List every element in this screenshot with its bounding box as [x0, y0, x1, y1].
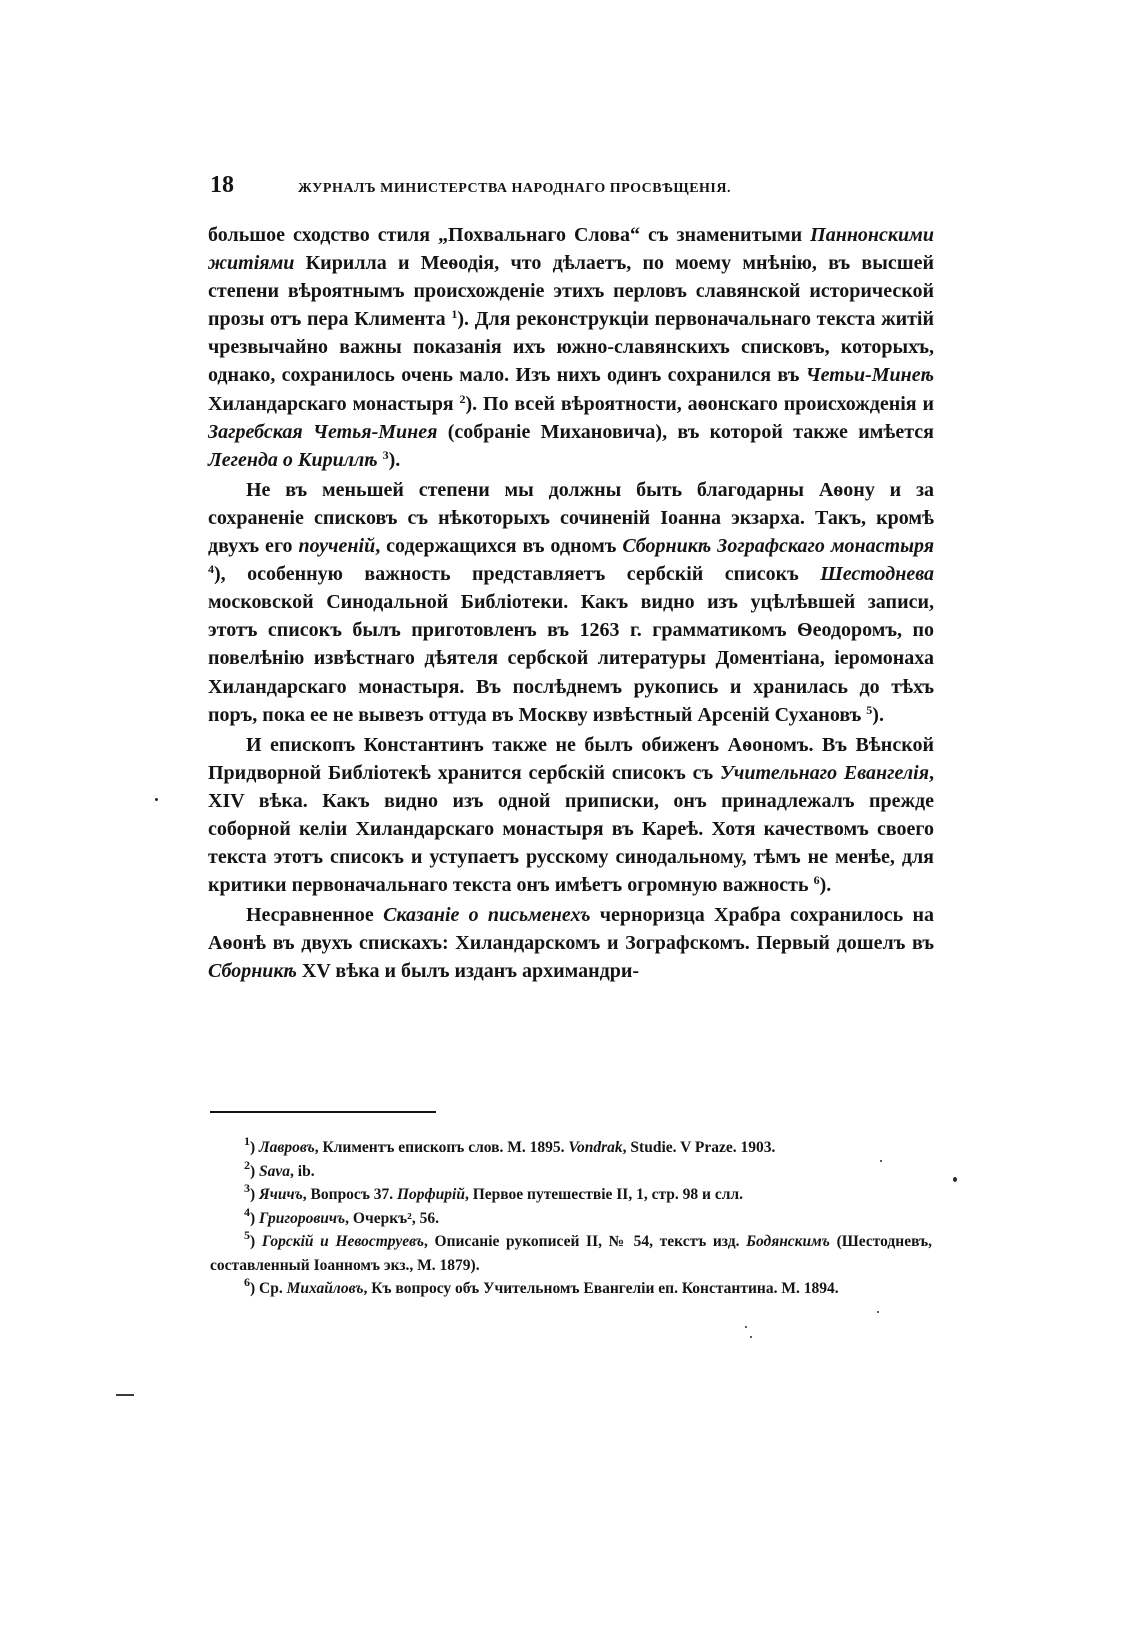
scan-speck [155, 798, 158, 801]
text-run: , Климентъ епископъ слов. М. 1895. [314, 1139, 569, 1156]
footnote-ref: 5 [244, 1228, 250, 1242]
paragraph [208, 731, 934, 900]
text-run: большое сходство стиля „Похвальнаго Слова“ съ знаменитыми [208, 224, 811, 246]
text-run: XV вѣка и былъ изданъ архимандри- [296, 960, 640, 983]
footnote [210, 1204, 932, 1231]
scan-speck [877, 1311, 879, 1313]
footnote-ref: 2 [459, 391, 466, 406]
footnote [210, 1230, 932, 1277]
text-run: , Описаніе рукописей II, № 54, текстъ изд. [424, 1233, 747, 1250]
footnote-ref: 4 [244, 1204, 250, 1219]
footnote-rule [210, 1111, 436, 1113]
scan-mark [116, 1394, 134, 1396]
text-run: Не въ меньшей степени мы должны быть благодарны Аѳону и за сохраненіе списковъ съ нѣкоторыхъ сочиненій Іоанна экзарха. Такъ, кромѣ двухъ его [208, 478, 934, 558]
footnote [210, 1277, 932, 1301]
text-run: ). Для реконструкціи первоначальнаго текста житій чрезвычайно важны показанія ихъ южно-славянскихъ списковъ, которыхъ, однако, сохранилось очень мало. Изъ нихъ одинъ сохранился въ [208, 308, 935, 387]
italic-text: Vondrak [568, 1139, 623, 1156]
italic-text: Паннонскими житіями [208, 224, 934, 275]
text-run: (собраніе Михановича), въ которой также имѣется [437, 420, 934, 443]
scan-speck [953, 1177, 957, 1182]
text-run: ) [250, 1233, 262, 1250]
text-run: , XIV вѣка. Какъ видно изъ одной приписки, онъ принадлежалъ прежде соборной келіи Хиландарскаго монастыря въ Кареѣ. Хотя качествомъ своего текста этотъ списокъ и уступаетъ русскому синодальному, тѣмъ не менѣе, для критики первоначальнаго текста онъ имѣетъ огромную важность [208, 761, 935, 897]
italic-text: Григоровичъ [259, 1209, 346, 1227]
italic-text: Сборникѣ [208, 960, 297, 983]
scan-speck [745, 1326, 747, 1328]
text-run: , содержащихся въ одномъ [375, 535, 623, 558]
text-run: ). [819, 874, 832, 897]
text-run: ) Ср. [250, 1280, 287, 1297]
text-run: ) [250, 1186, 260, 1203]
running-head: ЖУРНАЛЪ МИНИСТЕРСТВА НАРОДНАГО ПРОСВѢЩЕНІЯ. [298, 181, 731, 196]
text-run: Несравненное [246, 904, 384, 927]
text-run: , ib. [290, 1162, 315, 1180]
scan-speck [750, 1336, 752, 1338]
text-run: , Очеркъ², 56. [345, 1209, 439, 1227]
footnote-ref: 3 [244, 1181, 250, 1195]
italic-text: Sava [259, 1162, 291, 1180]
text-run: , Studie. V Praze. 1903. [622, 1139, 776, 1156]
scan-speck [880, 1160, 882, 1162]
italic-text: Шестоднева [820, 563, 934, 586]
footnotes [210, 1136, 932, 1301]
footnote-ref: 6 [813, 873, 820, 888]
text-run: ) [250, 1209, 260, 1227]
italic-text: Ячичъ [259, 1186, 303, 1203]
text-run: московской Синодальной Библіотеки. Какъ видно изъ уцѣлѣвшей записи, этотъ списокъ былъ приготовленъ въ 1263 г. грамматикомъ Ѳеодоромъ, по повелѣнію извѣстнаго дѣятеля сербской литературы Доментіана, іеромонаха Хиландарскаго монастыря. Въ послѣднемъ рукопись и хранилась до тѣхъ поръ, пока ее не вывезъ оттуда въ Москву извѣстный Арсеній Сухановъ [208, 591, 934, 726]
italic-text: Лавровъ [259, 1139, 315, 1156]
text-run: ). [388, 448, 401, 471]
italic-text: Михайловъ [286, 1280, 364, 1297]
italic-text: Легенда о Кириллѣ [208, 448, 378, 471]
text-run: ), особенную важность представляетъ сербскій списокъ [214, 563, 821, 586]
footnote [210, 1183, 932, 1207]
italic-text: Учительнаго Евангелія [719, 761, 930, 784]
text-run: , Къ вопросу объ Учительномъ Евангеліи еп. Константина. М. 1894. [363, 1280, 839, 1297]
text-run: ). [872, 703, 884, 726]
italic-text: Порфирій [396, 1186, 465, 1203]
footnote-ref: 1 [451, 307, 458, 322]
italic-text: Бодянскимъ [746, 1233, 830, 1250]
footnote-ref: 6 [244, 1275, 250, 1289]
footnote [210, 1136, 932, 1160]
text-run: , Первое путешествіе II, 1, стр. 98 и слл. [464, 1186, 743, 1203]
paragraph [208, 221, 934, 474]
text-run: (Шестодневъ, составленный Іоанномъ экз., М. 1879). [210, 1233, 932, 1274]
footnote-ref: 1 [244, 1134, 250, 1148]
italic-text: поученій [298, 535, 376, 558]
footnote-ref: 4 [208, 562, 214, 577]
italic-text: Сборникѣ Зографскаго монастыря [622, 535, 934, 558]
body-text [208, 221, 934, 986]
footnote [210, 1157, 932, 1184]
italic-text: Четьи-Минеѣ [805, 364, 934, 387]
text-run: Кирилла и Меѳодія, что дѣлаетъ, по моему мнѣнію, въ высшей степени вѣроятнымъ происхожденіе этихъ перловъ славянской исторической прозы отъ пера Климента [208, 252, 934, 331]
text-run: ) [250, 1139, 260, 1156]
page-number: 18 [210, 172, 234, 198]
text-run: черноризца Храбра сохранилось на Аѳонѣ въ двухъ спискахъ: Хиландарскомъ и Зографскомъ. Первый дошелъ въ [208, 904, 934, 955]
text-run: ) [250, 1162, 260, 1180]
italic-text: Горскій и Невоструевъ [261, 1233, 424, 1250]
text-run: , Вопросъ 37. [302, 1186, 397, 1203]
text-run: Хиландарскаго монастыря [208, 392, 460, 415]
page-header [210, 172, 950, 199]
paragraph [208, 901, 934, 985]
text-run: И епископъ Константинъ также не былъ обиженъ Аѳономъ. Въ Вѣнской Придворной Библіотекѣ хранится сербскій списокъ съ [208, 733, 934, 784]
italic-text: Сказаніе о письменехъ [383, 904, 591, 927]
italic-text: Загребская Четья-Минея [208, 420, 438, 443]
footnote-ref: 2 [244, 1157, 250, 1172]
text-run: ). По всей вѣроятности, аѳонскаго происхожденія и [465, 392, 935, 415]
footnote-ref: 3 [382, 447, 389, 462]
footnote-ref: 5 [866, 702, 873, 717]
paragraph [208, 476, 934, 729]
